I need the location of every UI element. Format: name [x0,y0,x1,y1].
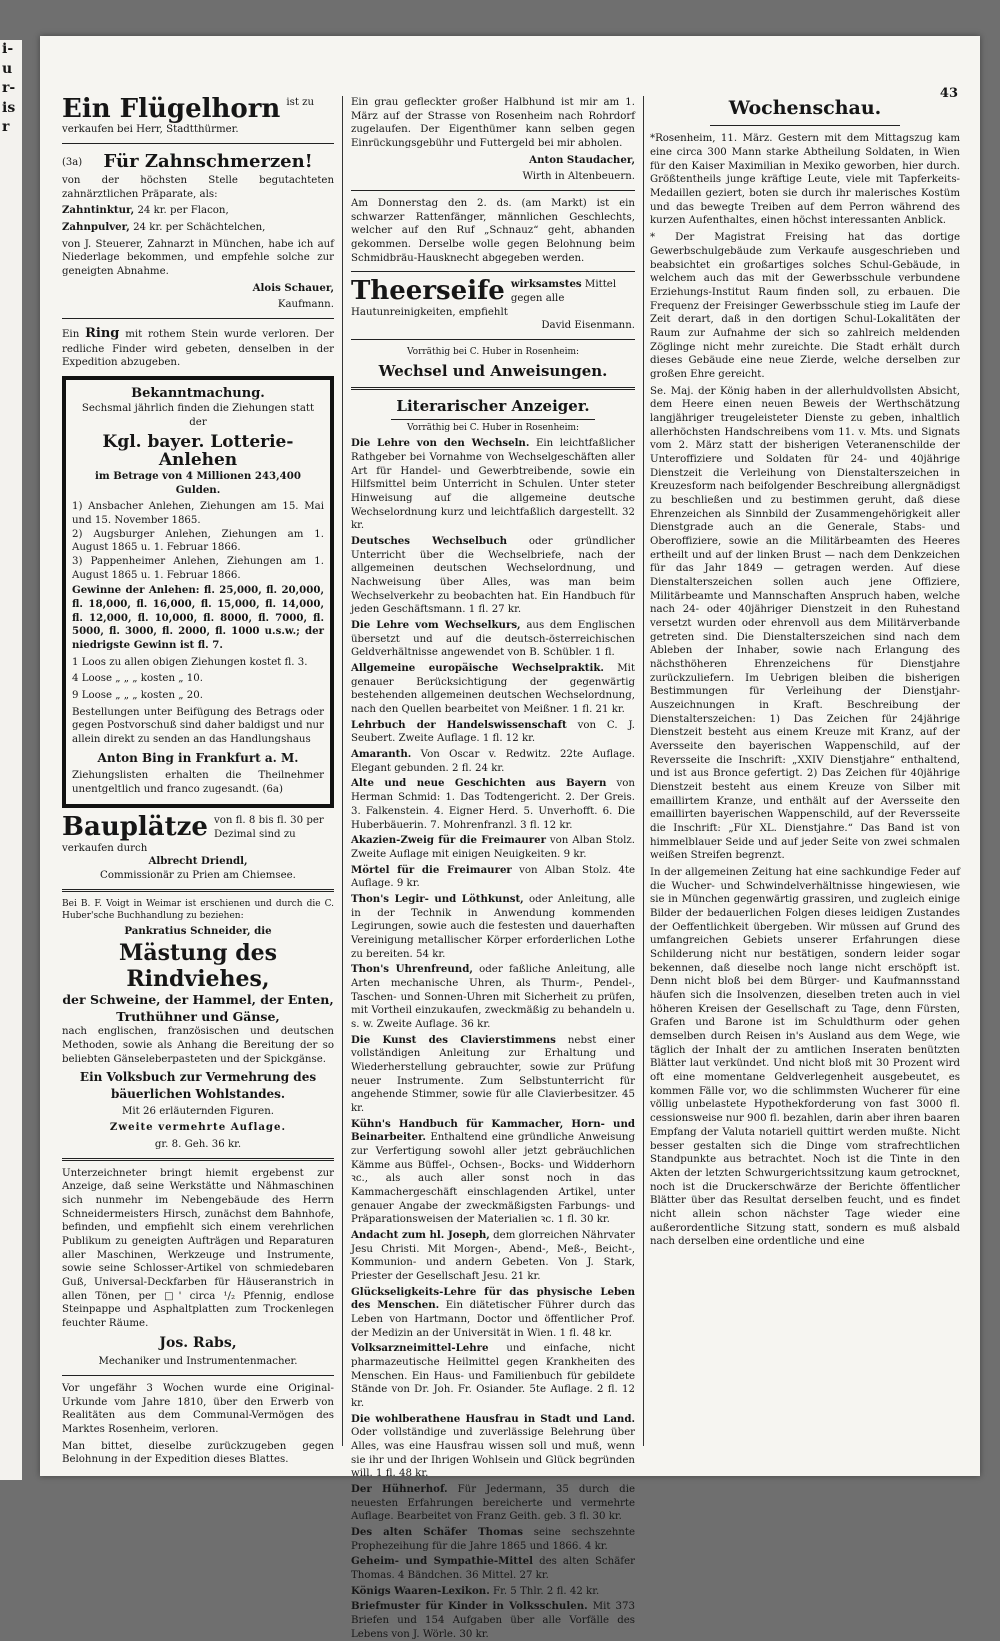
firm-name: Anton Bing in Frankfurt a. M. [97,750,299,765]
book-entry [351,662,635,717]
ad-text: Ziehungslisten erhalten die Theilnehmer unentgeltlich und franco zugesandt. [72,769,324,795]
ad-signer-role: Wirth in Altenbeuern. [522,171,635,183]
news-paragraph: *Rosenheim, 11. März. Gestern mit dem Mittagszug kam eine circa 300 Mann starke Abtheilung Soldaten, in Wien für den Kaiser Maximilian in Mexiko geworben, hier durch. Größtentheils junge kräftige Leute, viele mit Tapferkeits-Medaillen geziert, boten sie durch ihr malerisches Kostüm und das bewegte Treiben auf dem Perron während des kurzen Aufenthaltes, einen höchst interessanten Anblick. [650,133,960,227]
book-entry [351,619,635,660]
ad-text: Vor ungefähr 3 Wochen wurde eine Original-Urkunde vom Jahre 1810, über den Erwerb von Realitäten aus dem Communal-Vermögen des Marktes Rosenheim, verloren. [62,1383,334,1436]
ad-text: Ein grau gefleckter großer Halbhund ist mir am 1. März auf der Strasse von Rosenheim nach Rohrdorf zugelaufen. Der Eigenthümer kann selben gegen Einrückungsgebühr und Futtergeld bei mir abholen. [351,97,635,150]
list-item: 3) Pappenheimer Anlehen, Ziehungen am 1. August 1865 u. 1. Februar 1866. [72,556,324,581]
product-price: 24 kr. per Schächtelchen, [133,222,266,234]
ad-signer: Anton Staudacher, [529,153,635,166]
ad-theerseife [351,278,635,333]
book-description: oder faßliche Anleitung, alle Arten mechanische Uhren, als Thurm-, Pendel-, Taschen- und Sonnen-Uhren mit Sicherheit zu prüfen, mit Vortheil einzukaufen, zweckmäßig zu behandeln u. s. w. Zweite Auflage. 36 kr. [351,964,635,1030]
book-description: von Alban Stolz. 4te Auflage. 9 kr. [351,864,635,890]
book-description: aus dem Englischen übersetzt und auf die deutsch-österreichischen Geldverhältnisse angewendet von B. Schübler. 1 fl. [351,620,635,659]
ad-title: Theerseife [351,276,505,307]
product-price: 24 kr. per Flacon, [137,205,229,217]
ad-text: Mittel gegen alle Hautunreinigkeiten, empfiehlt [351,279,617,318]
ad-text [72,769,324,796]
ad-heading: Bekanntmachung. [131,385,265,401]
ad-amount: im Betrage von 4 Millionen 243,400 Gulden. [95,470,301,496]
book-description: von C. J. Seubert. Zweite Auflage. 1 fl. 12 kr. [351,719,635,745]
divider [351,339,635,340]
fragment-text: is [2,99,16,116]
product-name: Zahntinktur, [62,204,135,217]
product-name: Zahnpulver, [62,221,130,234]
list-item: 1) Ansbacher Anlehen, Ziehungen am 15. Mai und 15. November 1865. [72,501,324,527]
ad-signer-role: Kaufmann. [277,299,334,311]
ad-fluegelhorn [62,96,334,137]
book-description: oder gründlicher Unterricht über die Wechselbriefe, nach der allgemeinen deutschen Wechselordnung, und Nachweisung über Alles, was man beim Wechselverkehr zu beobachten hat. Ein Handbuch für jeden Geschäftsmann. 1 fl. 27 kr. [351,536,635,616]
ad-text: Ein Volksbuch zur Vermehrung des bäuerlichen Wohlstandes. [79,1070,317,1101]
book-description: Von Oscar v. Redwitz. 22te Auflage. Elegant gebunden. 2 fl. 24 kr. [351,749,635,774]
ad-rabs [62,1167,334,1369]
book-title: Alte und neue Geschichten aus Bayern [351,777,607,790]
divider [710,125,900,126]
ad-signer-role: Mechaniker und Instrumentenmacher. [98,1356,298,1368]
ad-signer: Alois Schauer, [252,281,334,294]
ad-urkunde [62,1382,334,1467]
book-title: Mörtel für die Freimaurer [351,863,512,876]
book-description: Mit genauer Berücksichtigung der gegenwärtig bestehenden allgemeinen deutschen Wechselordnung, nach den Quellen bearbeitet von Meißner. 1 fl. 21 kr. [351,663,635,716]
divider [62,889,334,892]
ad-text: von der höchsten Stelle begutachteten zahnärztlichen Präparate, als: [62,175,334,200]
fragment-text: u [2,60,13,77]
ad-lotterie [62,376,334,808]
divider [62,1375,334,1376]
book-entry [351,1483,635,1524]
ad-mark: (6a) [262,783,283,795]
book-entry [351,864,635,891]
ad-title: Kgl. bayer. Lotterie-Anlehen [102,431,294,471]
ad-signer: Jos. Rabs, [159,1334,237,1351]
ad-text: mit rothem Stein wurde verloren. Der redliche Finder wird gebeten, denselben in der Expedition abzugeben. [62,329,334,369]
book-title: Die Lehre von den Wechseln. [351,437,530,450]
ad-keyword: wirksamstes [510,278,582,291]
price-line: 4 Loose „ „ „ kosten „ 10. [72,673,203,685]
fragment-text: r [2,119,10,136]
column-middle [351,96,635,1640]
price-line: 1 Loos zu allen obigen Ziehungen kostet fl. 3. [72,656,308,668]
book-title: Allgemeine europäische Wechselpraktik. [351,662,604,675]
book-entry [351,1342,635,1410]
book-price: gr. 8. Geh. 36 kr. [154,1138,242,1150]
book-description: seine sechszehnte Prophezeihung für die Jahre 1865 und 1866. 4 kr. [351,1527,635,1552]
column-rule [643,96,644,1446]
ad-signer: David Eisenmann. [541,320,635,332]
book-entry [351,1555,635,1582]
ad-signer-role: Commissionär zu Prien am Chiemsee. [100,869,296,881]
book-title: Briefmuster für Kinder in Volksschulen. [351,1600,588,1613]
book-author: Pankratius Schneider, die [124,924,272,937]
ad-text: nach englischen, französischen und deutschen Methoden, sowie als Anhang die Bereitung der so beliebten Gänseleberpasteten und der Spickgänse. [62,1026,334,1065]
ad-rattenfaenger: Am Donnerstag den 2. ds. (am Markt) ist ein schwarzer Rattenfänger, männlichen Geschlechts, welcher auf den Ruf „Schnauz“ geht, abhanden gekommen. Derselbe wolle gegen Belohnung beim Schmidbräu-Hausknecht abgegeben werden. [351,198,635,264]
book-description: Oder vollständige und zuverlässige Belehrung über Alles, was eine Hausfrau wissen soll und muß, wenn sie ihr und der Ihrigen Wohlsein und Glück begründen will. 1 fl. 48 kr. [351,1427,635,1480]
news-paragraph: * Der Magistrat Freising hat das dortige Gewerbschulgebäude zum Verkaufe ausgeschrieben und beabsichtet ein großartiges solches Schul-Gebäude, in welchem auch das mit der Gewerbsschule verbundene Erziehungs-Institut Raum finden soll, zu erbauen. Die Frequenz der Freisinger Gewerbsschule stieg im Laufe der Zeit derart, daß in den dortigen Schul-Lokalitäten der Raum zur Aufnahme der sich so zahlreich meldenden Zöglinge nicht mehr zureichte. Die Stadt erhält durch dieses Gebäude eine neue Zierde, welche derselben zur großen Ehre gereicht. [650,232,960,380]
ad-signer: Albrecht Driendl, [148,855,248,868]
ad-text: von fl. 8 bis fl. 30 per Dezimal sind zu verkaufen durch [62,815,324,854]
ad-text: ist zu verkaufen bei Herr, Stadtthürmer. [62,97,315,136]
literary-advertiser [351,396,635,1641]
ad-zahnschmerzen [62,150,334,312]
ad-title: Bauplätze [62,812,208,843]
book-entry [351,535,635,617]
book-title: Wechsel und Anweisungen. [378,362,608,381]
ad-keyword: Ring [85,326,120,342]
book-entry [351,963,635,1031]
book-title: Geheim- und Sympathie-Mittel [351,1555,534,1568]
ad-text: Zweite vermehrte Auflage. [109,1121,287,1134]
ad-mark: (3a) [62,156,83,168]
ad-voigt [62,898,334,1152]
ad-text: Man bittet, dieselbe zurückzugeben gegen Belohnung in der Expedition dieses Blattes. [62,1440,334,1466]
column-right [650,96,960,1450]
book-entry [351,1229,635,1284]
divider [351,387,635,390]
page-number: 43 [939,86,958,101]
ad-title: Für Zahnschmerzen! [103,150,313,172]
book-description: von Herman Schmid: 1. Das Todtengericht. 2. Der Greis. 3. Falkenstein. 4. Eigner Herd. 5. Unverhofft. 6. Die Huberbäuerin. 7. Mohrenfranzl. 3 fl. 12 kr. [351,778,635,831]
fragment-text: i- [2,41,14,57]
book-entry [351,1118,635,1227]
book-title: Des alten Schäfer Thomas [351,1526,523,1539]
ad-text: Mit 26 erläuternden Figuren. [121,1105,275,1117]
book-title: Die Lehre vom Wechselkurs, [351,619,521,632]
book-title: Thon's Legir- und Löthkunst, [351,892,524,905]
book-title: Lehrbuch der Handelswissenschaft [351,718,567,731]
ad-bauplaetze [62,814,334,882]
book-entry [351,719,635,746]
news-paragraph: In der allgemeinen Zeitung hat eine sachkundige Feder auf die Wucher- und Schwindelverhältnisse hingewiesen, wie sie in München gegenwärtig grassiren, und zugleich einige Bilder der bedauerlichen Folgen dieses leidigen Zustandes der Oeffentlichkeit übergeben. Wir müssen auf Grund des umfangreichen Gebiets unserer Erfahrungen diese Schilderung nicht nur bestätigen, sondern leider sogar bekennen, daß dieselbe noch lange nicht erschöpft ist. Denn nicht bloß bei dem Bürger- und Kaufmannsstand häufen sich die Insolvenzen, dieselben treten auch in viel höheren Kreisen der Gesellschaft zu Tage, denn Fürsten, Grafen und Barone ist im Schuldthurm oder gehen demselben durch Reisen in's Ausland aus dem Wege, wie täglich der Inhalt der zu amtlichen Inseraten benützten Blätter laut verkündet. Und nicht bloß mit 30 Prozent wird oft eine momentane Geldverlegenheit ausgebeutet, es kommen Fälle vor, wo die schlimmsten Wucherer für eine völlig unbelastete Hypothekforderung von fast 3000 fl. cessionsweise nur 900 fl. bezahlen, darin aber ihren baaren Empfang der Valuta notariell quittirt werden mußte. Nicht besser gestalten sich die Dinge vom strafrechtlichen Standpunkte aus betrachtet. Noch ist die Tinte in den Akten der letzten Schwurgerichtssitzung kaum getrocknet, noch ist die Druckerschwärze der Berichte öffentlicher Blätter über das Resultat derselben feucht, und es findet nicht allein schon nächster Tage wieder eine außerordentliche Sitzung statt, sondern es muß alsbald nach derselben eine ordentliche und eine [650,867,960,1248]
book-title: Der Hühnerhof. [351,1483,448,1496]
book-title: Kühn's Handbuch für Kammacher, Horn- und Beinarbeiter. [351,1117,635,1144]
book-entry [351,777,635,832]
ad-ring [62,325,334,370]
divider [62,1158,334,1161]
ad-text: von J. Steuerer, Zahnarzt in München, habe ich auf Niederlage bekommen, und empfehle solche zur geneigten Abnahme. [62,238,334,278]
list-item: 2) Augsburger Anlehen, Ziehungen am 1. August 1865 u. 1. Februar 1866. [72,528,324,554]
book-title: Andacht zum hl. Joseph, [351,1228,490,1241]
book-entry [351,1585,635,1599]
price-line: 9 Loose „ „ „ kosten „ 20. [72,690,203,702]
ad-text: Unterzeichneter bringt hiemit ergebenst zur Anzeige, daß seine Werkstätte und Nähmaschinen sich nunmehr im Nebengebäude des Herrn Schneidermeisters Hirsch, zunächst dem Bahnhofe, befinden, und empfiehlt sich einem verehrlichen Publikum zu geneigten Aufträgen und Reparaturen aller Maschinen, Werkzeuge und Instrumente, sowie seine Schlosser-Artikel von schmiedebaren Guß, Universal-Deckfarben für Häuseranstrich in allen Tönen, per □' circa ¹/₂ Pfennig, endlose Steinpappe und Asphaltplatten zum Trockenlegen feuchter Räume. [62,1167,334,1329]
news-paragraph: Se. Maj. der König haben in der allerhuldvollsten Absicht, dem Heere einen neuen Beweis der Werthschätzung langjähriger treugeleisteter Dienste zu geben, inhaltlich allerhöchsten Handschreibens vom 11. v. Mts. und Signats vom 2. März statt der bisherigen Veteranenschilde der Unteroffiziere und Soldaten für 24- und 40jährige Dienstzeit die Verleihung von Dienstalterszeichen in Kreuzesform nach beifolgender Beschreibung allergnädigst zu beschließen und zu bestimmen geruht, daß diese Ehrenzeichen als Sinnbild der Zusammengehörigkeit aller Dienstgrade auch an die Generale, Stabs- und Oberoffiziere, sowie an die Militärbeamten des Heeres ertheilt und auf der linken Brust — nach dem Denkzeichen für das Jahr 1849 — getragen werden. Auf diese Dienstalterszeichen sollen auch jene Offiziere, Militärbeamte und Mannschaften Anspruch haben, welche nach 24- oder 40jähriger Dienstzeit in den Ruhestand versetzt wurden oder ehrenvoll aus dem Militärverbande getreten sind. Die Dienstalterszeichen sind nach dem Ableben der Inhaber, sowie nach Erlangung des nächsthöheren Ehrenzeichens für Dienstjahre zurückzuliefern. Im Uebrigen bleiben die bisherigen Bestimmungen für Verleihung der Dienstjahr-Auszeichnungen in Kraft. Beschreibung der Dienstalterszeichen: 1) Das Zeichen für 24jährige Dienstzeit besteht aus einem Kreuze mit Kranz, auf der Aversseite den bayerischen Wappenschild, auf der Reversseite die Inschrift: „XXIV Dienstjahre“ enthaltend, und ist aus Bronce gefertigt. 2) Das Zeichen für 40jährige Dienstzeit besteht aus einem Kreuze von Silber mit emaillirtem Kranze, und enthält auf der Aversseite den emaillirten bayerischen Wappenschild, auf der Reversseite die Inschrift: „Für XL. Dienstjahre.“ Das Band ist von himmelblauer Seide und auf jeder Seite von zwei schmalen weißen Streifen begrenzt. [650,385,960,862]
book-description: Fr. 5 Thlr. 2 fl. 42 kr. [493,1585,600,1597]
book-title: Königs Waaren-Lexikon. [351,1584,490,1597]
section-intro: Vorräthig bei C. Huber in Rosenheim: [406,423,580,434]
book-subtitle: der Schweine, der Hammel, der Enten, Truthühner und Gänse, [62,991,334,1024]
book-description: oder Anleitung, alle in der Technik in Anwendung kommenden Legirungen, sowie auch die festesten und dauerhaften Vereinigung metallischer Körper erforderlichen Lothe zu bereiten. 54 kr. [351,893,635,960]
book-entry [351,1600,635,1641]
book-entry [351,1526,635,1553]
book-title: Mästung des Rindviehes, [119,940,277,992]
column-rule [342,96,343,1446]
book-description: nebst einer vollständigen Anleitung zur Erhaltung und Wiederherstellung gebrauchter, sowie zur Prüfung neuer Instrumente. Zum Selbstunterricht für angehende Stimmer, sowie für alle Clavierbesitzer. 45 kr. [351,1034,635,1114]
book-title: Amaranth. [351,748,412,761]
section-heading: Wochenschau. [728,97,882,119]
divider [62,143,334,144]
ad-title: Ein Flügelhorn [62,94,281,124]
book-title: Deutsches Wechselbuch [351,535,508,548]
ad-text: Ein [62,329,80,341]
book-description: Mit 373 Briefen und 154 Aufgaben über alle Vorfälle des Lebens von J. Wörle. 30 kr. [351,1601,635,1640]
divider [351,271,635,272]
book-description: Für Jedermann, 35 durch die neuesten Erfahrungen bereicherte und vermehrte Auflage. Bearbeitet von Franz Geith. geb. 3 fl. 30 kr. [351,1484,635,1523]
book-title: Glückseligkeits-Lehre für das physische Leben des Menschen. [351,1285,635,1312]
ad-text: Bei B. F. Voigt in Weimar ist erschienen und durch die C. Huber'sche Buchhandlung zu beziehen: [62,898,334,921]
book-entry [351,893,635,961]
book-entry [351,834,635,861]
divider [351,190,635,191]
newspaper-page [40,36,980,1640]
book-description: Ein leichtfaßlicher Rathgeber bei Vornahme von Wechselgeschäften aller Art für Handel- und Gewerbtreibende, sowie ein Hilfsmittel beim Unterricht in Schulen. Unter steter Hinweisung auf die allgemeine deutsche Wechselordnung kurz und leichtfaßlich dargestellt. 32 kr. [351,438,635,532]
ad-text: Sechsmal jährlich finden die Ziehungen statt der [81,403,315,428]
book-description: dem glorreichen Nährvater Jesu Christi. Mit Morgen-, Abend-, Meß-, Beicht-, Kommunion- und andern Gebeten. Von J. Stark, Priester der Gesellschaft Jesu. 21 kr. [351,1229,635,1282]
section-heading: Literarischer Anzeiger. [396,397,590,416]
book-entry [351,1034,635,1116]
book-entry [351,437,635,533]
adjacent-page-fragment [0,40,22,1480]
book-title: Akazien-Zweig für die Freimaurer [351,834,547,847]
ad-wechsel [351,346,635,381]
drawing-list [72,500,324,582]
book-entry [351,1286,635,1341]
divider [391,419,595,420]
book-entry [351,748,635,775]
book-list [351,437,635,1641]
fragment-text: r- [2,80,16,97]
ad-text: Bestellungen unter Beifügung des Betrags oder gegen Postvorschuß sind daher baldigst und nur allein direkt zu senden an das Handlungshaus [72,706,324,746]
divider [62,318,334,319]
book-title: Thon's Uhrenfreund, [351,963,473,976]
book-title: Die Kunst des Clavierstimmens [351,1033,556,1046]
column-left [62,94,334,1466]
book-description: Ein diätetischer Führer durch das Leben von Hartmann, Doctor und öffentlicher Prof. der Medizin an der Universität in Wien. 1 fl. 48 kr. [351,1300,635,1339]
book-entry [351,1413,635,1481]
book-description: Enthaltend eine gründliche Anweisung zur Verfertigung sowohl aller jetzt gebräuchlichen Kämme aus Büffel-, Ochsen-, Bocks- und Widderhorn ꝛc., als auch aller sonst noch in das Kammachergeschäft einschlagenden Artikel, unter genauer Angabe der zweckmäßigsten Farbungs- und Präparationsweisen der Materialien ꝛc. 1 fl. 30 kr. [351,1132,635,1226]
book-title: Volksarzneimittel-Lehre [351,1342,489,1355]
book-description: und einfache, nicht pharmazeutische Heilmittel gegen Krankheiten des Menschen. Ein Haus- und Familienbuch für gebildete Stände von Dr. Joh. Fr. Osiander. 5te Auflage. 2 fl. 12 kr. [351,1343,635,1410]
book-title: Die wohlberathene Hausfrau in Stadt und Land. [351,1412,635,1425]
book-description: des alten Schäfer Thomas. 4 Bändchen. 36 Mittel. 27 kr. [351,1556,635,1582]
prize-list: Gewinne der Anlehen: fl. 25,000, fl. 20,000, fl. 18,000, fl. 16,000, fl. 15,000, fl. 14,000, fl. 12,000, fl. 10,000, fl. 8000, fl. 7000, fl. 5000, fl. 3000, fl. 2000, fl. 1000 u.s.w.; der niedrigste Gewinn ist fl. 7. [72,584,324,652]
ad-text: Vorräthig bei C. Huber in Rosenheim: [406,347,580,358]
book-description: von Alban Stolz. Zweite Auflage mit einigen Neuigkeiten. 9 kr. [351,835,635,860]
ad-halbhund [351,96,635,184]
